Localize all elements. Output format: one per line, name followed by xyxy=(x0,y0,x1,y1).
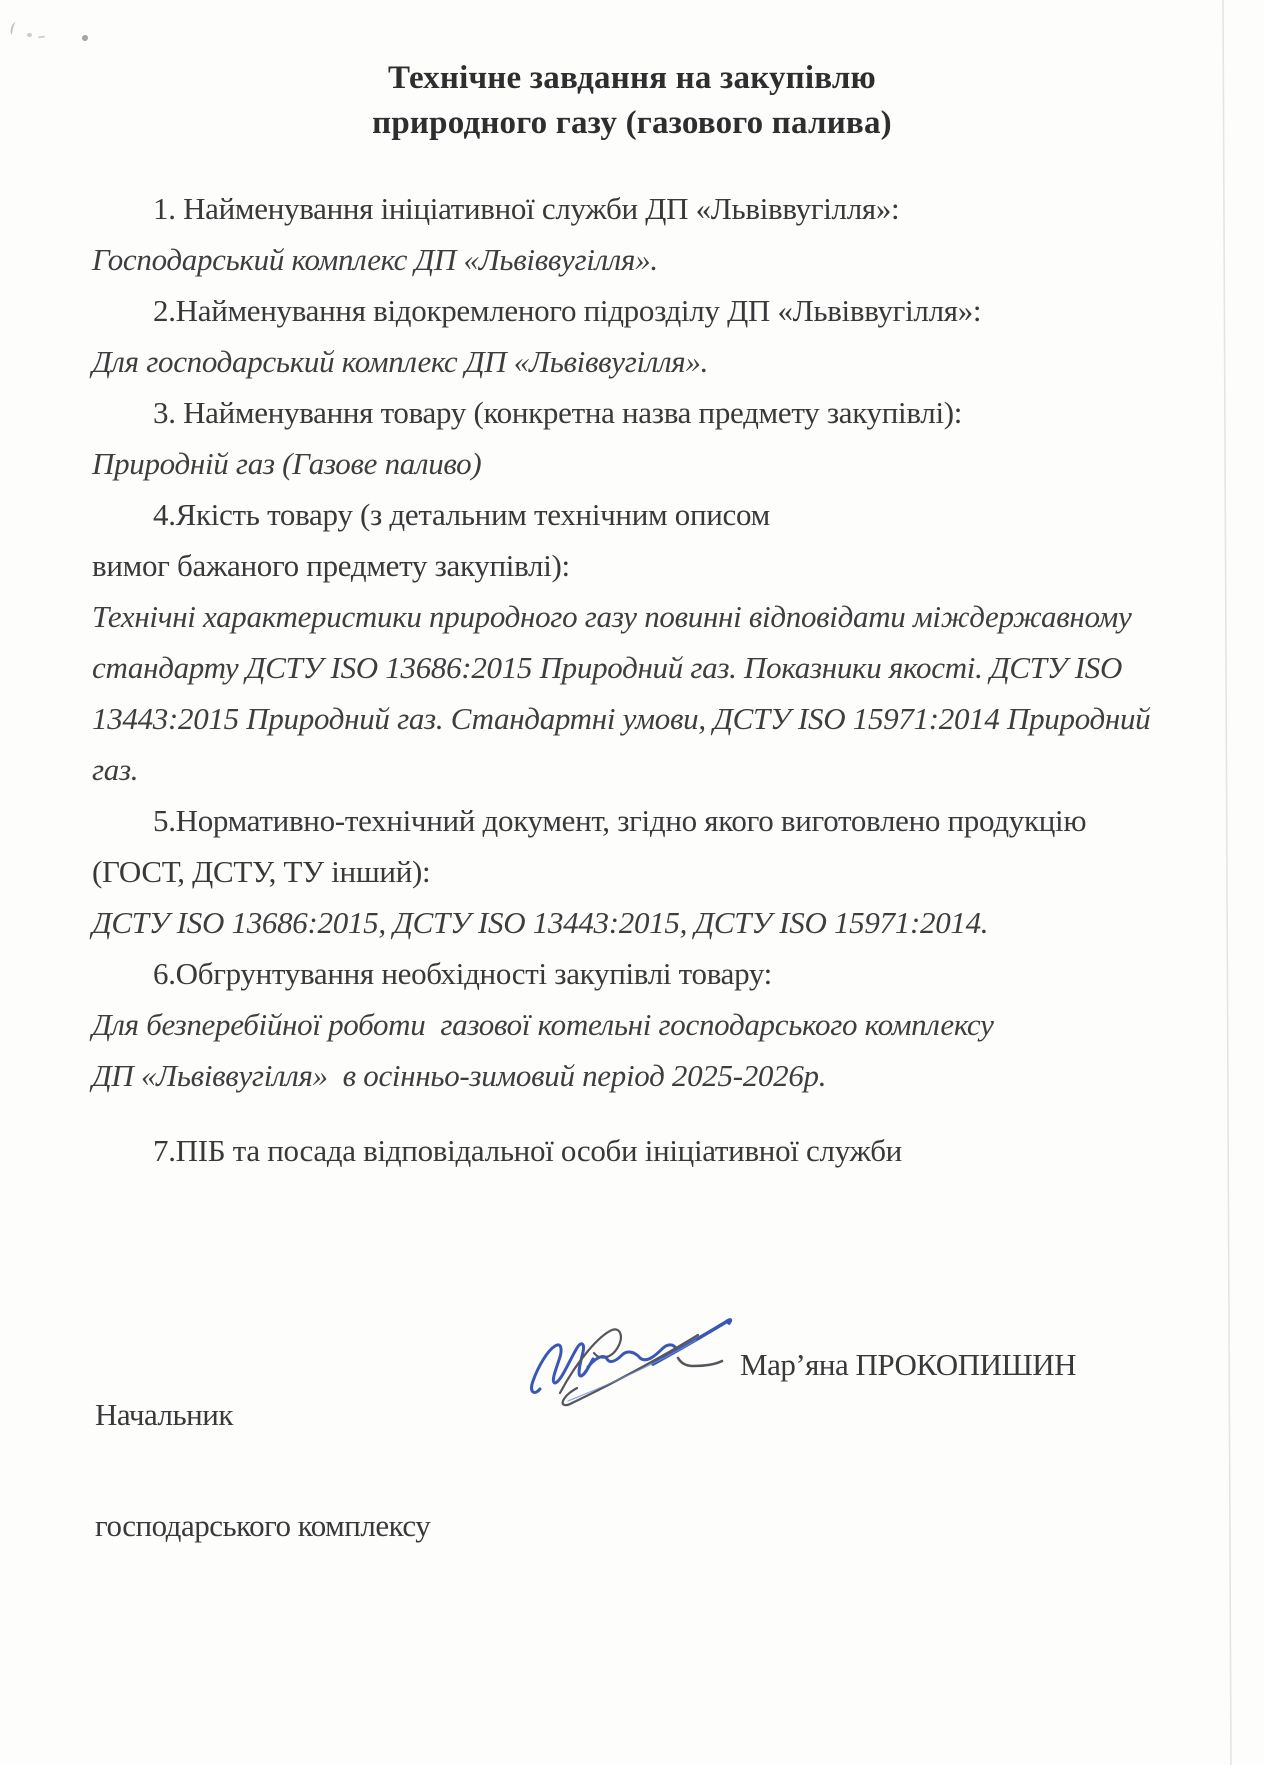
body-line-answer: Для безперебійної роботи газової котельні господарського комплексу xyxy=(92,1007,994,1042)
body-line-item-1: 1. Найменування ініціативної служби ДП «Львіввугілля»: xyxy=(153,191,900,226)
title-line-2: природного газу (газового палива) xyxy=(372,105,892,141)
body-line-item-4: 4.Якість товару (з детальним технічним описом xyxy=(153,497,770,532)
body-line: вимог бажаного предмету закупівлі): xyxy=(92,548,570,583)
signatory-name: Мар’яна ПРОКОПИШИН xyxy=(740,1347,1077,1382)
body-line-answer: стандарту ДСТУ ISO 13686:2015 Природний газ. Показники якості. ДСТУ ISO xyxy=(92,650,1123,685)
body-line-answer: газ. xyxy=(92,752,139,787)
body-line-answer: 13443:2015 Природний газ. Стандартні умови, ДСТУ ISO 15971:2014 Природний xyxy=(92,701,1151,736)
signature-ink xyxy=(510,1297,760,1422)
signature-role xyxy=(95,1322,430,1618)
signature-role-line-2: господарського комплексу xyxy=(95,1508,431,1543)
document-title xyxy=(87,56,1177,146)
body-line-answer: Технічні характеристики природного газу повинні відповідати міждержавному xyxy=(92,599,1132,634)
title-line-1: Технічне завдання на закупівлю xyxy=(388,60,876,96)
body-line-answer: ДП «Львіввугілля» в осінньо-зимовий період 2025-2026р. xyxy=(92,1058,827,1093)
document-body xyxy=(92,183,1232,1176)
body-line-item-7: 7.ПІБ та посада відповідальної особи ініціативної служби xyxy=(153,1133,902,1168)
scan-speck xyxy=(10,21,19,35)
body-line-answer: ДСТУ ISO 13686:2015, ДСТУ ISO 13443:2015, ДСТУ ISO 15971:2014. xyxy=(92,905,989,940)
body-line-answer: Господарський комплекс ДП «Львіввугілля». xyxy=(92,242,658,277)
signature-role-line-1: Начальник xyxy=(95,1397,233,1432)
body-line-item-3: 3. Найменування товару (конкретна назва предмету закупівлі): xyxy=(153,395,963,430)
body-line-item-6: 6.Обгрунтування необхідності закупівлі товару: xyxy=(153,956,772,991)
body-line-item-5: 5.Нормативно-технічний документ, згідно якого виготовлено продукцію xyxy=(153,803,1087,838)
scan-speck xyxy=(82,35,88,41)
scan-speck xyxy=(27,33,32,37)
body-line: (ГОСТ, ДСТУ, ТУ інший): xyxy=(92,854,431,889)
scan-speck xyxy=(38,36,45,39)
body-line-answer: Природній газ (Газове паливо) xyxy=(92,446,482,481)
body-line-answer: Для господарський комплекс ДП «Львіввугілля». xyxy=(92,344,709,379)
body-line-item-2: 2.Найменування відокремленого підрозділу ДП «Львіввугілля»: xyxy=(153,293,982,328)
